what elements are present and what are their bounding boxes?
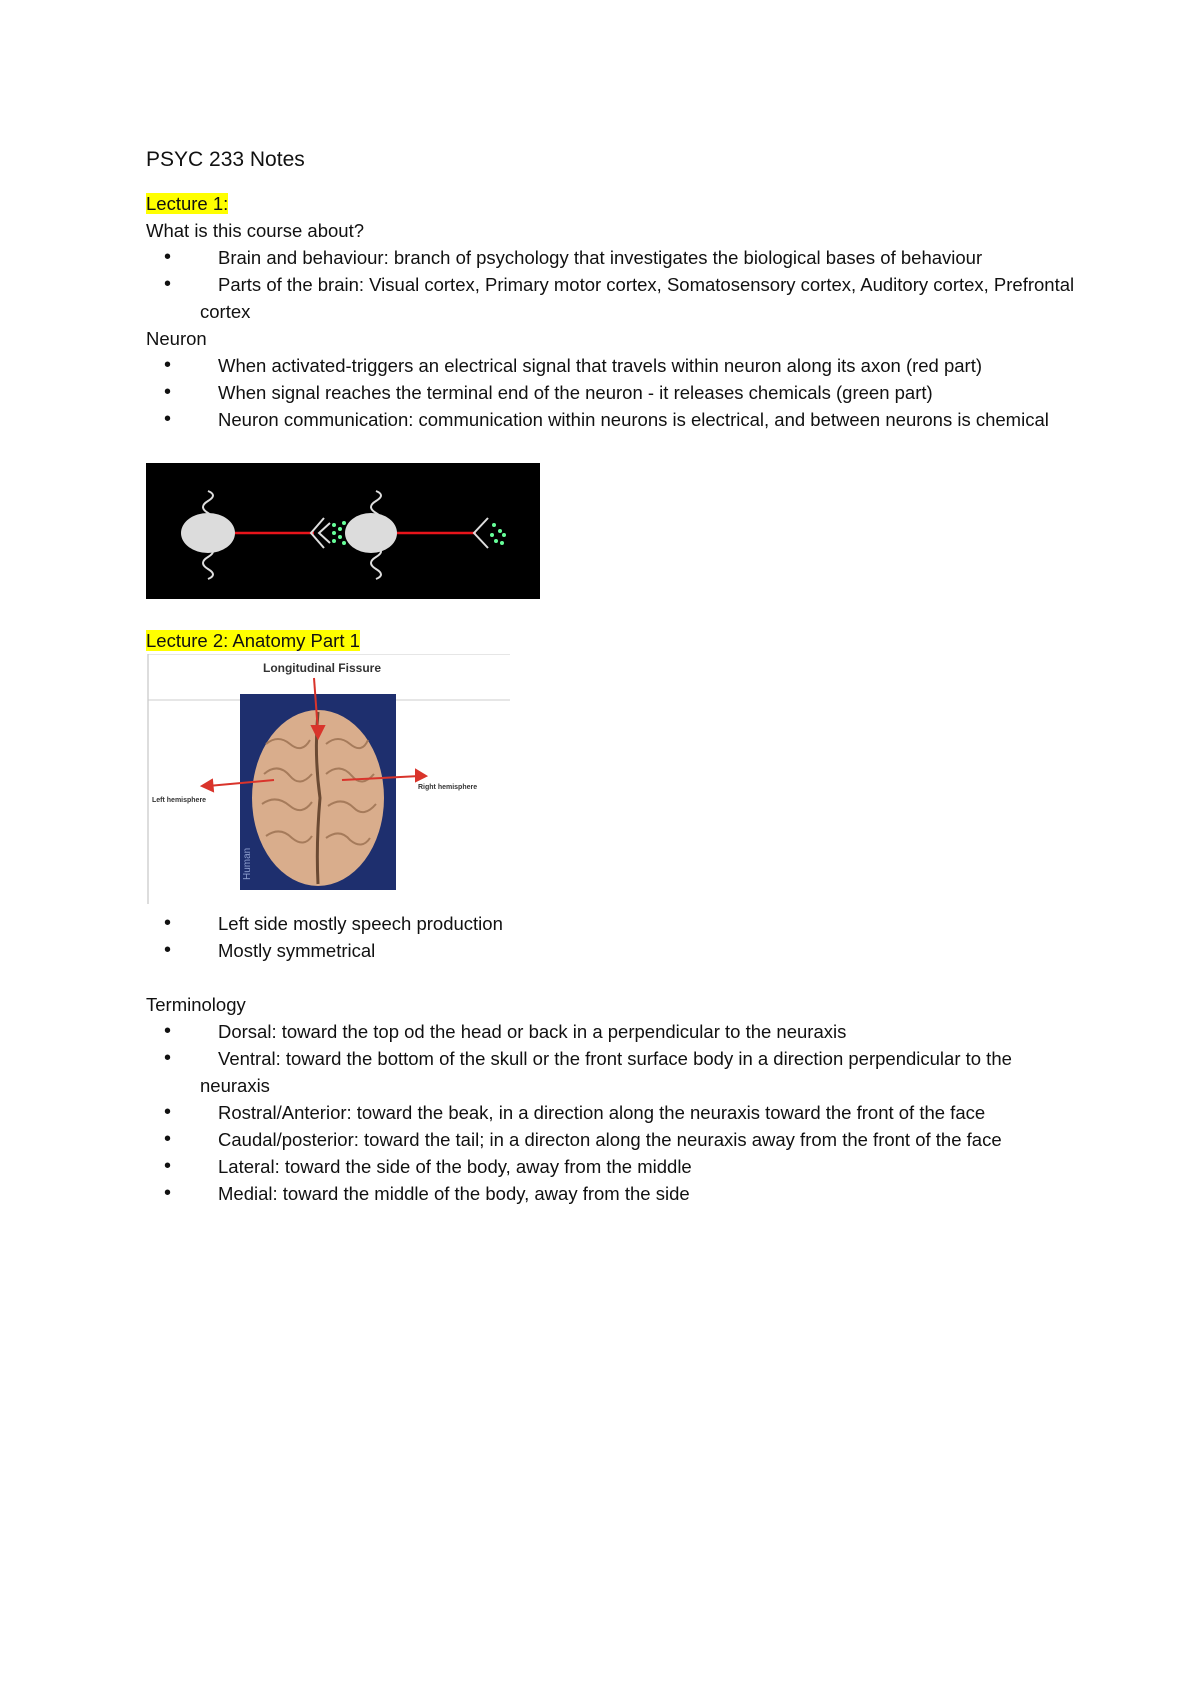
cell-body-2 [345,513,397,553]
lecture1-bullets [146,244,1076,325]
list-item [146,379,1076,406]
list-item-text: When activated-triggers an electrical signal that travels within neuron along its axon (red part) [218,355,983,376]
right-hemisphere-label: Right hemisphere [418,784,478,791]
neuron-bullets [146,352,1076,433]
list-item [146,1153,1076,1180]
list-item-text: Parts of the brain: Visual cortex, Primary motor cortex, Somatosensory cortex, Auditory cortex, Prefrontal cortex [200,274,1075,322]
list-item [146,910,1076,937]
left-hemisphere-label: Left hemisphere [152,797,207,804]
list-item [146,1126,1076,1153]
list-item-text: Rostral/Anterior: toward the beak, in a direction along the neuraxis toward the front of the face [218,1102,986,1123]
list-item-text: Brain and behaviour: branch of psychology that investigates the biological bases of behaviour [218,247,983,268]
list-item [146,1180,1076,1207]
lecture1-heading: Lecture 1: [146,193,229,214]
brain-figure-svg [146,654,510,904]
list-item [146,1045,1076,1099]
photo-side-label: Human [242,847,253,880]
neuron-heading: Neuron [146,328,207,349]
list-item [146,352,1076,379]
neuron-signal-figure [146,463,540,599]
list-item-text: Left side mostly speech production [218,913,503,934]
list-item [146,271,1076,325]
list-item-text: Caudal/posterior: toward the tail; in a directon along the neuraxis away from the front of the face [218,1129,1002,1150]
list-item [146,1018,1076,1045]
list-item [146,937,1076,964]
spacer [146,964,1076,991]
list-item-text: Ventral: toward the bottom of the skull or the front surface body in a direction perpendicular to the neuraxis [200,1048,1012,1096]
list-item [146,244,1076,271]
lecture2-bullets [146,910,1076,964]
list-item-text: Dorsal: toward the top od the head or back in a perpendicular to the neuraxis [218,1021,847,1042]
list-item [146,1099,1076,1126]
list-item [146,406,1076,433]
list-item-text: Mostly symmetrical [218,940,376,961]
page-title: PSYC 233 Notes [146,148,305,171]
lecture2-heading: Lecture 2: Anatomy Part 1 [146,630,360,651]
course-question: What is this course about? [146,220,364,241]
brain-figure [146,654,510,904]
longitudinal-fissure-label: Longitudinal Fissure [262,661,382,675]
list-item-text: Medial: toward the middle of the body, away from the side [218,1183,690,1204]
document-content [146,140,1076,1207]
list-item-text: Neuron communication: communication within neurons is electrical, and between neurons is chemical [218,409,1049,430]
lecture1-heading-line [146,190,1076,217]
lecture2-heading-line [146,627,1076,654]
list-item-text: When signal reaches the terminal end of the neuron - it releases chemicals (green part) [218,382,933,403]
cell-body-1 [181,513,235,553]
list-item-text: Lateral: toward the side of the body, away from the middle [218,1156,692,1177]
terminology-bullets [146,1018,1076,1207]
terminology-heading: Terminology [146,994,246,1015]
